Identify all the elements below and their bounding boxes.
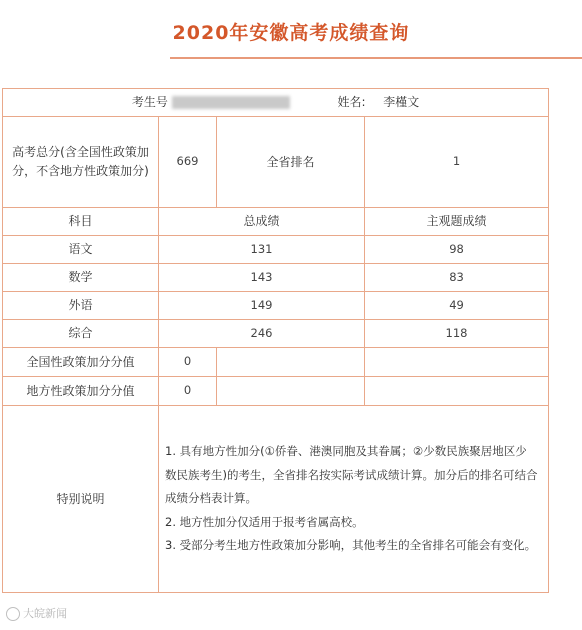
note-item: 1. 具有地方性加分(①侨眷、港澳同胞及其眷属；②少数民族聚居地区少数民族考生)的考生，全省排名按实际考试成绩计算。加分后的排名可结合成绩分档表计算。 xyxy=(165,444,538,506)
table-row-total xyxy=(3,117,549,208)
subject-total: 143 xyxy=(159,264,365,292)
table-row-national-policy xyxy=(3,348,549,377)
empty-cell xyxy=(217,348,365,377)
subject-subjective: 98 xyxy=(365,236,549,264)
subject-total: 246 xyxy=(159,320,365,348)
watermark-logo-icon xyxy=(6,607,20,621)
candidate-info-cell xyxy=(3,89,549,117)
local-policy-value: 0 xyxy=(159,377,217,406)
name-value: 李槿文 xyxy=(383,95,420,110)
watermark xyxy=(6,605,67,621)
name-label: 姓名: xyxy=(337,95,366,110)
total-score-header: 总成绩 xyxy=(159,208,365,236)
table-row xyxy=(3,320,549,348)
national-policy-value: 0 xyxy=(159,348,217,377)
table-row-subject-header xyxy=(3,208,549,236)
empty-cell xyxy=(365,348,549,377)
subject-total: 131 xyxy=(159,236,365,264)
subject-subjective: 118 xyxy=(365,320,549,348)
note-item: 2. 地方性加分仅适用于报考省属高校。 xyxy=(165,514,364,529)
local-policy-label: 地方性政策加分分值 xyxy=(3,377,159,406)
empty-cell xyxy=(217,377,365,406)
exam-number-redacted xyxy=(172,96,290,109)
rank-value: 1 xyxy=(365,117,549,208)
subject-subjective: 83 xyxy=(365,264,549,292)
table-row-notes xyxy=(3,406,549,593)
subject-name: 综合 xyxy=(3,320,159,348)
watermark-text: 大皖新闻 xyxy=(23,607,67,620)
table-row-candidate xyxy=(3,89,549,117)
table-row xyxy=(3,292,549,320)
empty-cell xyxy=(365,377,549,406)
table-row xyxy=(3,264,549,292)
table-row-local-policy xyxy=(3,377,549,406)
subject-total: 149 xyxy=(159,292,365,320)
table-row xyxy=(3,236,549,264)
subject-name: 数学 xyxy=(3,264,159,292)
subject-name: 语文 xyxy=(3,236,159,264)
total-score-value: 669 xyxy=(159,117,217,208)
subjective-score-header: 主观题成绩 xyxy=(365,208,549,236)
exam-number-label: 考生号 xyxy=(131,95,168,110)
notes-content xyxy=(159,406,549,593)
total-score-label: 高考总分(含全国性政策加分，不含地方性政策加分) xyxy=(3,117,159,208)
note-item: 3. 受部分考生地方性政策加分影响，其他考生的全省排名可能会有变化。 xyxy=(165,538,537,553)
notes-label: 特别说明 xyxy=(3,406,159,593)
rank-label: 全省排名 xyxy=(217,117,365,208)
subject-subjective: 49 xyxy=(365,292,549,320)
score-table xyxy=(2,88,549,593)
subject-header: 科目 xyxy=(3,208,159,236)
title-underline xyxy=(170,57,582,59)
national-policy-label: 全国性政策加分分值 xyxy=(3,348,159,377)
subject-name: 外语 xyxy=(3,292,159,320)
page-title: 2020年安徽高考成绩查询 xyxy=(172,22,410,44)
